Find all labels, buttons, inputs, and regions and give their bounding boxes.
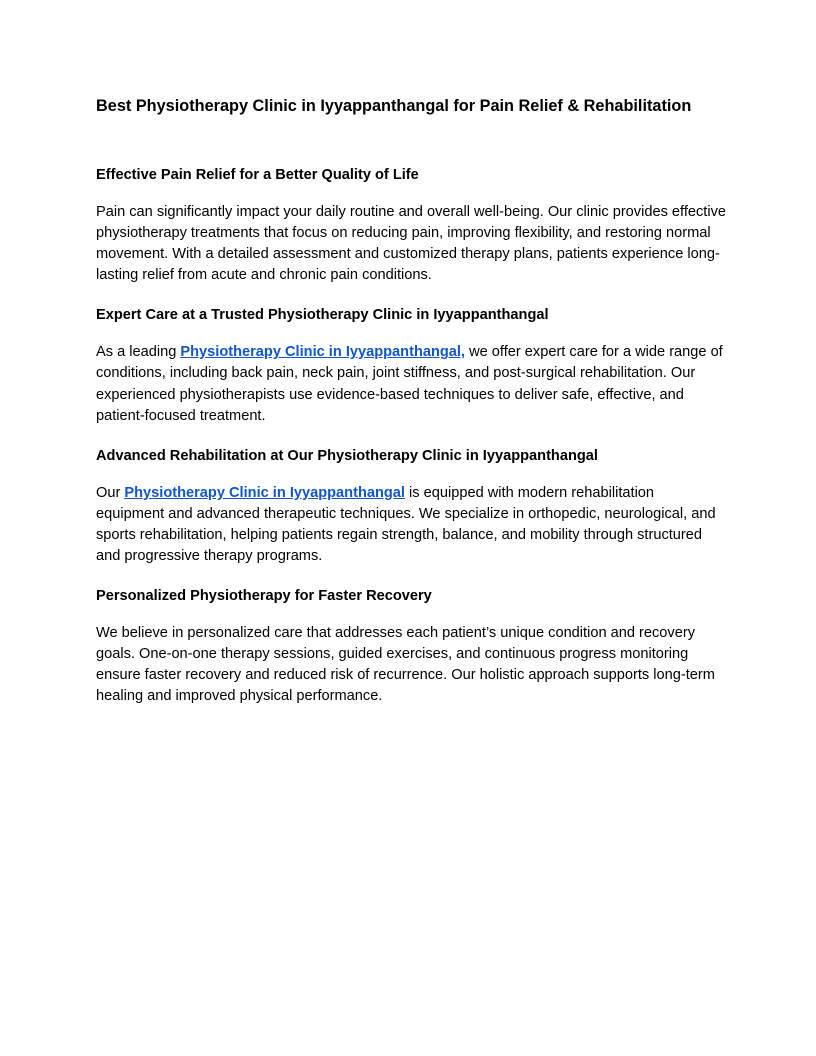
clinic-link[interactable]: Physiotherapy Clinic in Iyyappanthangal,: [180, 344, 466, 361]
body-text-before-link: As a leading: [96, 344, 181, 361]
document-page: [96, 94, 726, 727]
section-heading-expert-care: Expert Care at a Trusted Physiotherapy Clinic in Iyyappanthangal: [96, 307, 549, 324]
body-text-before-link: Our: [96, 484, 125, 501]
section-body-advanced-rehab: [96, 483, 726, 567]
section-heading-advanced-rehab: Advanced Rehabilitation at Our Physiotherapy Clinic in Iyyappanthangal: [96, 447, 598, 464]
clinic-link[interactable]: Physiotherapy Clinic in Iyyappanthangal: [124, 484, 405, 501]
body-text-after-link: we offer expert care for a wide range of conditions, including back pain, neck pain, joint stiffness, and post-surgical rehabilitation. Our experienced physiotherapists use evidence-based techniques to deliver safe, effective, and patient-focused treatment.: [96, 344, 723, 424]
body-text-after-link: is equipped with modern rehabilitation equipment and advanced therapeutic techniques. We specialize in orthopedic, neurological, and sports rehabilitation, helping patients regain strength, balance, and mobility through structured and progressive therapy programs.: [96, 484, 716, 565]
section-heading-personalized: Personalized Physiotherapy for Faster Recovery: [96, 588, 432, 605]
section-heading-pain-relief: Effective Pain Relief for a Better Quality of Life: [96, 167, 419, 183]
section-body-expert-care: [96, 342, 726, 426]
section-body-pain-relief: Pain can significantly impact your daily routine and overall well-being. Our clinic provides effective physiotherapy treatments that focus on reducing pain, improving flexibility, and restoring normal movement. With a detailed assessment and customized therapy plans, patients experience long-lasting relief from acute and chronic pain conditions.: [96, 204, 727, 284]
section-body-personalized: We believe in personalized care that addresses each patient’s unique condition and recovery goals. One-on-one therapy sessions, guided exercises, and continuous progress monitoring ensure faster recovery and reduced risk of recurrence. Our holistic approach supports long-term healing and improved physical performance.: [96, 625, 715, 705]
document-title: Best Physiotherapy Clinic in Iyyappanthangal for Pain Relief & Rehabilitation: [96, 97, 692, 115]
